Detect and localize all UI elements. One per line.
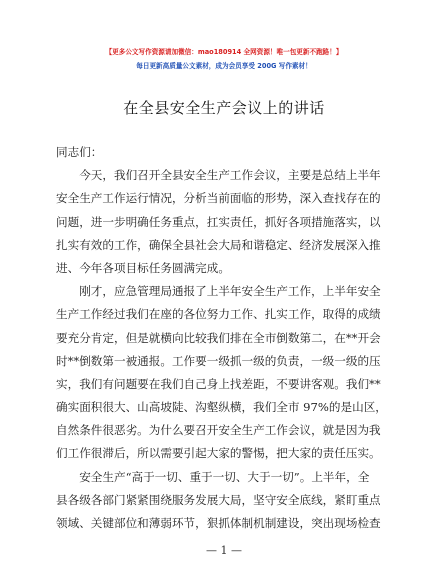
body-line: 问题，进一步明确任务重点，扛实责任，抓好各项措施落实，以 [56,214,381,229]
promo-banner-red: 【更多公文写作资源请加微信：mao180914 全网资源！唯一包更新不跑路！】 [105,48,343,56]
body-line: 要充分肯定，但是就横向比较我们排在全市倒数第二，在**开会 [56,330,381,345]
promo-banner-blue: 每日更新高质量公文素材，成为会员享受 200G 写作素材！ [136,62,312,70]
body-line: 县各级各部门紧紧围绕服务发展大局，坚守安全底线，紧盯重点 [56,492,381,507]
body-line: 确实面积很大、山高坡陡、沟壑纵横，我们全市 97%的是山区， [56,400,387,415]
body-line: 自然条件很恶劣。为什么要召开安全生产工作会议，就是因为我 [56,423,381,438]
document-body [56,141,396,535]
page-number: — 1 — [206,544,242,557]
document-title: 在全县安全生产会议上的讲话 [123,99,325,117]
body-line: 时**倒数第一被通报。工作要一级抓一级的负责，一级一级的压 [56,353,381,368]
body-line: 们工作很滞后，所以需要引起大家的警惕，把大家的责任压实。 [56,446,381,461]
body-line: 刚才，应急管理局通报了上半年安全生产工作，上半年安全 [56,284,381,299]
body-line: 扎实有效的工作，确保全县社会大局和谐稳定、经济发展深入推 [56,237,381,252]
body-line: 进、今年各项目标任务圆满完成。 [56,260,230,275]
body-line: 今天，我们召开全县安全生产工作会议，主要是总结上半年 [56,168,381,183]
body-line: 生产工作经过我们在座的各位努力工作、扎实工作，取得的成绩 [56,307,381,322]
salutation-line: 同志们： [56,145,103,159]
body-line: 实，我们有问题要在我们自己身上找差距，不要讲客观。我们** [56,376,381,391]
body-line: 安全生产“高于一切、重于一切、大于一切”。上半年，全 [56,469,370,484]
body-line: 安全生产工作运行情况，分析当前面临的形势，深入查找存在的 [56,191,381,206]
body-line: 领域、关键部位和薄弱环节，狠抓体制机制建设，突出现场检查 [56,516,381,530]
